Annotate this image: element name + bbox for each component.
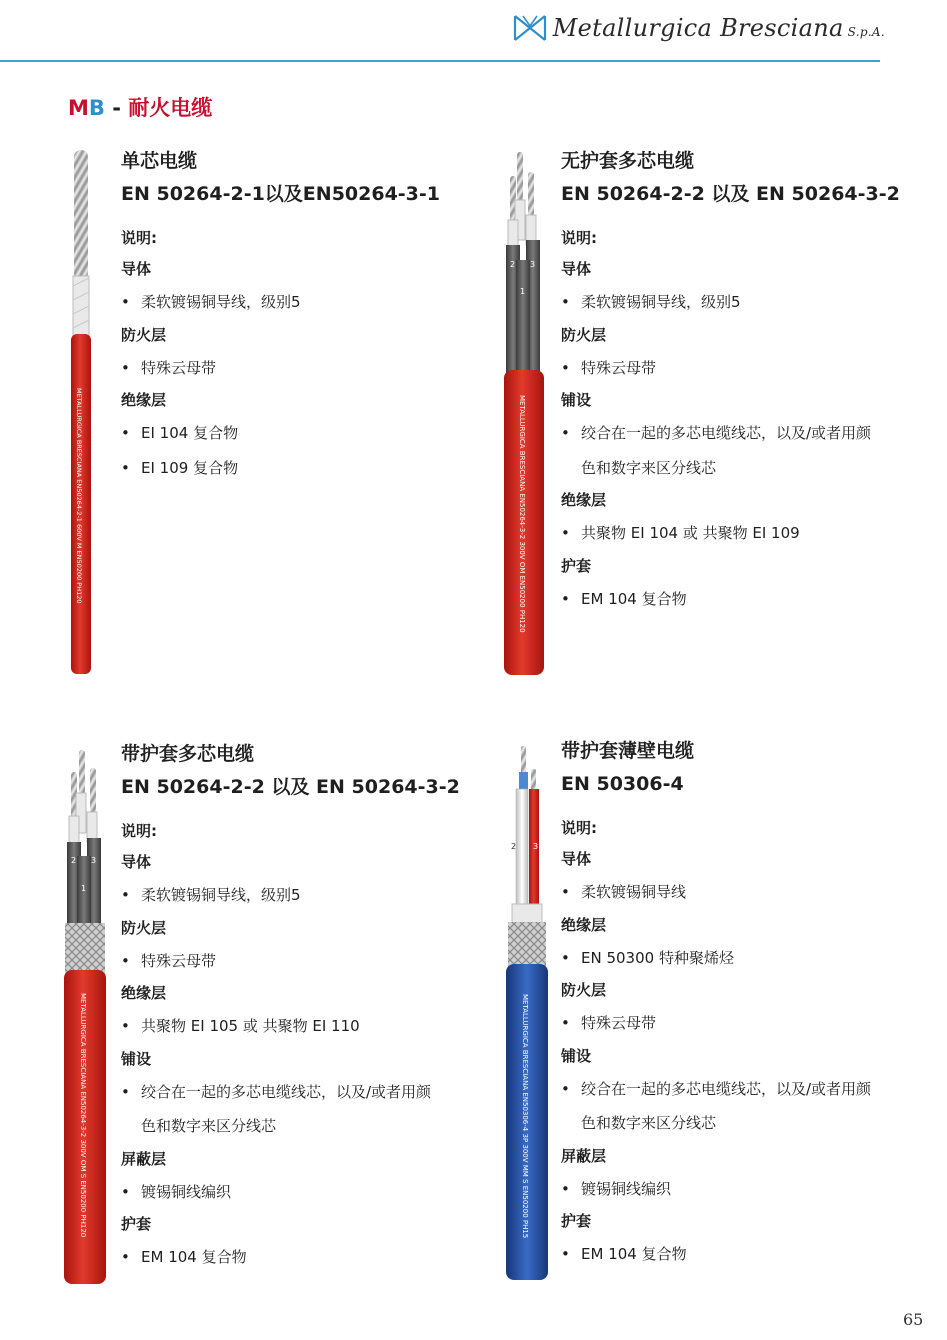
group-label: 导体 [121, 260, 152, 278]
core-number-1: 1 [520, 287, 526, 296]
company-name-text: Metallurgica Bresciana [552, 14, 844, 42]
group-item: • 绞合在一起的多芯电缆线芯，以及/或者用颜 [561, 416, 931, 451]
group-item: • 特殊云母带 [121, 351, 491, 386]
group-label: 铺设 [121, 1049, 152, 1068]
cable-image-multi-core-sheathed [60, 748, 110, 1288]
description-label: 说明: [121, 822, 157, 840]
group-item: • 共聚物 EI 105 或 共聚物 EI 110 [121, 1009, 491, 1044]
section-title: 无护套多芯电缆 [561, 150, 695, 172]
core-number-2: 2 [510, 260, 516, 269]
group-label: 绝缘层 [561, 491, 607, 509]
core-number-2c: 2 [511, 842, 517, 851]
cable-print-4: METALLURGICA BRESCIANA EN50306-4 3P 300V MM S EN50200 PH15 [521, 994, 529, 1239]
group-label: 铺设 [561, 1046, 592, 1065]
group-item: • 绞合在一起的多芯电缆线芯，以及/或者用颜 [121, 1075, 491, 1110]
heading-dash: - [104, 96, 129, 120]
cable-image-thin-wall [502, 744, 552, 1284]
group-label: 导体 [561, 850, 592, 868]
group-item: • EN 50300 特种聚烯烃 [561, 941, 931, 976]
group-item: • EI 104 复合物 [121, 416, 491, 451]
group-item: • 特殊云母带 [121, 944, 491, 979]
group-item: • EI 109 复合物 [121, 451, 491, 486]
group-item: • 共聚物 EI 104 或 共聚物 EI 109 [561, 516, 931, 551]
group-label: 绝缘层 [561, 915, 607, 934]
heading-letter-b: B [88, 96, 105, 120]
group-label: 护套 [121, 1215, 152, 1233]
cable-image-single-core [64, 148, 104, 678]
section-standard: EN 50264-2-1以及EN50264-3-1 [121, 183, 441, 205]
description-label: 说明: [561, 819, 597, 837]
section-thin-wall [561, 733, 931, 1272]
company-logo-icon [513, 14, 547, 42]
group-label: 绝缘层 [121, 984, 167, 1002]
group-label: 防火层 [121, 325, 167, 344]
header-rule [0, 60, 880, 62]
description-label: 说明: [121, 229, 157, 247]
section-single-core [121, 143, 491, 485]
group-label: 铺设 [561, 391, 592, 409]
page-heading [68, 92, 212, 122]
group-item: • 特殊云母带 [561, 351, 931, 386]
section-title: 单芯电缆 [121, 150, 198, 172]
group-item: • EM 104 复合物 [561, 1237, 931, 1272]
core-number-1b: 1 [81, 884, 87, 893]
heading-letter-m: M [68, 96, 89, 120]
group-item: • 镀锡铜线编织 [561, 1172, 931, 1207]
group-label: 屏蔽层 [121, 1149, 167, 1168]
header-logo [513, 14, 885, 42]
group-label: 防火层 [561, 981, 607, 999]
braid-shield-shape [65, 923, 105, 978]
cable-print-2: METALLURGICA BRESCIANA EN50264-3-2 300V OM EN50200 PH120 [518, 395, 526, 633]
group-item: • 特殊云母带 [561, 1006, 931, 1041]
group-label: 护套 [561, 556, 592, 575]
group-label: 防火层 [561, 325, 607, 344]
group-item: • 镀锡铜线编织 [121, 1175, 491, 1210]
heading-title: 耐火电缆 [128, 96, 213, 120]
group-item: • 柔软镀锡铜导线，级别5 [121, 285, 491, 320]
group-label: 护套 [561, 1212, 592, 1230]
group-item-continued: 色和数字来区分线芯 [581, 458, 717, 477]
group-label: 导体 [121, 853, 152, 871]
group-item: • 柔软镀锡铜导线，级别5 [121, 878, 491, 913]
group-label: 屏蔽层 [561, 1146, 607, 1165]
core-number-3b: 3 [91, 856, 97, 865]
group-item: • 绞合在一起的多芯电缆线芯，以及/或者用颜 [561, 1072, 931, 1107]
cable-print-3: METALLURGICA BRESCIANA EN50264-3-2 300V OM S EN50200 PH120 [79, 993, 87, 1238]
group-item: • 柔软镀锡铜导线 [561, 875, 931, 910]
group-label: 防火层 [121, 918, 167, 937]
group-item: • EM 104 复合物 [121, 1240, 491, 1275]
core-number-3: 3 [530, 260, 536, 269]
cable-image-multi-core-unsheathed [500, 150, 550, 680]
group-item-continued: 色和数字来区分线芯 [141, 1117, 277, 1135]
core-number-3c: 3 [533, 842, 539, 851]
section-multi-core-sheathed [121, 736, 491, 1275]
group-item: • EM 104 复合物 [561, 582, 931, 617]
company-name [553, 14, 885, 42]
description-label: 说明: [561, 229, 597, 247]
group-label: 导体 [561, 260, 592, 278]
company-suffix: S.p.A. [847, 25, 885, 39]
core-number-2b: 2 [71, 856, 77, 865]
group-item-continued: 色和数字来区分线芯 [581, 1114, 717, 1132]
section-multi-core-unsheathed [561, 143, 931, 616]
section-title: 带护套多芯电缆 [121, 743, 255, 765]
conductor-shape [74, 150, 88, 280]
cable-print-1: METALLURGICA BRESCIANA EN50264-2-1 600V M EN50200 PH120 [75, 388, 83, 604]
section-title: 带护套薄壁电缆 [561, 740, 695, 762]
group-label: 绝缘层 [121, 391, 167, 409]
group-item: • 柔软镀锡铜导线，级别5 [561, 285, 931, 320]
section-standard: EN 50306-4 [561, 773, 684, 795]
section-standard: EN 50264-2-2 以及 EN 50264-3-2 [561, 183, 900, 205]
core-2-shape [516, 789, 528, 909]
section-standard: EN 50264-2-2 以及 EN 50264-3-2 [121, 776, 460, 798]
page-number: 65 [903, 1310, 924, 1329]
